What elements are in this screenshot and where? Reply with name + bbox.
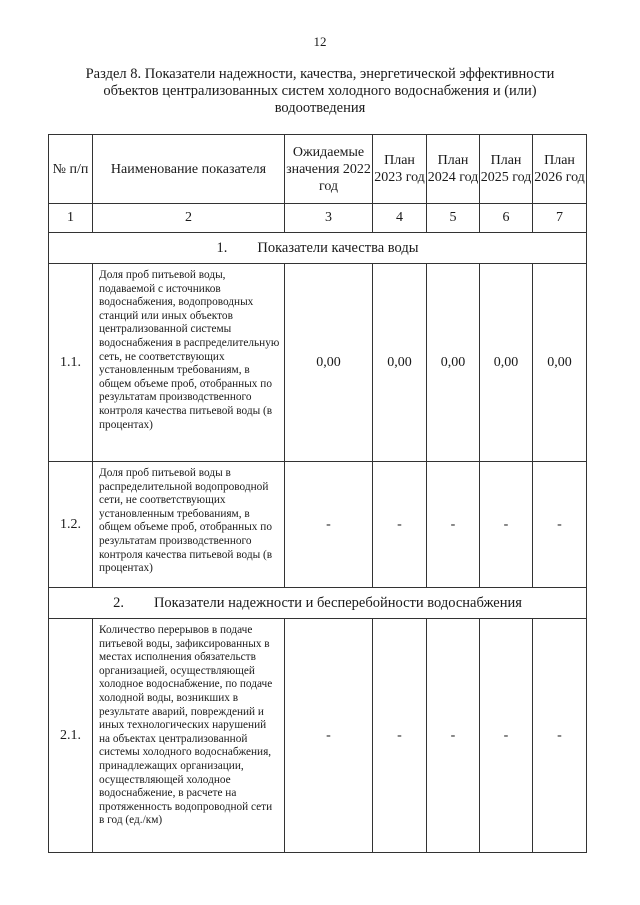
column-number: 4 [373, 204, 427, 233]
page-number: 12 [313, 34, 327, 49]
row-num: 1.1. [49, 264, 93, 462]
row-value-2022: - [285, 462, 373, 588]
row-num: 2.1. [49, 619, 93, 853]
header-num: № п/п [49, 135, 93, 204]
header-expected-2022: Ожидаемые значения 2022 год [285, 135, 373, 204]
group-row-reliability [49, 588, 587, 619]
row-description: Количество перерывов в подаче питьевой воды, зафиксированных в местах исполнения обязательств организацией, осуществляющей холодное водоснабжение, по подаче холодной воды, возникших в результате аварий, повреждений и иных технологических нарушений на объектах централизованной системы холодного водоснабжения, принадлежащих организации, осуществляющей холодное водоснабжение, в расчете на протяженность водопроводной сети в год (ед./км) [93, 619, 285, 853]
table-header-row [49, 135, 587, 204]
group-cell [49, 233, 587, 264]
group-number: 2. [113, 594, 124, 611]
table-row [49, 462, 587, 588]
indicators-table [48, 134, 587, 853]
row-num: 1.2. [49, 462, 93, 588]
row-value-2026: - [533, 462, 587, 588]
row-value-2022: - [285, 619, 373, 853]
row-description: Доля проб питьевой воды в распределительной водопроводной сети, не соответствующих установленным требованиям, в общем объеме проб, отобранных по результатам производственного контроля качества питьевой воды (в процентах) [93, 462, 285, 588]
column-number-row [49, 204, 587, 233]
column-number: 7 [533, 204, 587, 233]
row-value-2024: - [427, 619, 480, 853]
header-plan-2023: План 2023 год [373, 135, 427, 204]
header-name: Наименование показателя [93, 135, 285, 204]
column-number: 3 [285, 204, 373, 233]
group-title: Показатели надежности и бесперебойности водоснабжения [153, 594, 522, 611]
row-value-2024: 0,00 [427, 264, 480, 462]
group-title: Показатели качества воды [257, 239, 419, 256]
group-number: 1. [216, 239, 228, 256]
row-value-2022: 0,00 [285, 264, 373, 462]
row-value-2025: - [480, 619, 533, 853]
header-plan-2024: План 2024 год [427, 135, 480, 204]
table-row [49, 619, 587, 853]
row-value-2025: - [480, 462, 533, 588]
header-plan-2026: План 2026 год [533, 135, 587, 204]
group-cell [49, 588, 587, 619]
row-value-2026: 0,00 [533, 264, 587, 462]
section-title-line-3: водоотведения [274, 100, 366, 116]
row-value-2023: - [373, 462, 427, 588]
table-row [49, 264, 587, 462]
column-number: 2 [93, 204, 285, 233]
row-value-2024: - [427, 462, 480, 588]
row-value-2025: 0,00 [480, 264, 533, 462]
section-title [40, 66, 600, 117]
column-number: 5 [427, 204, 480, 233]
group-row-quality [49, 233, 587, 264]
section-title-line-1: Раздел 8. Показатели надежности, качества, энергетической эффективности [85, 66, 555, 82]
row-value-2023: - [373, 619, 427, 853]
row-value-2023: 0,00 [373, 264, 427, 462]
column-number: 1 [49, 204, 93, 233]
column-number: 6 [480, 204, 533, 233]
header-plan-2025: План 2025 год [480, 135, 533, 204]
row-description: Доля проб питьевой воды, подаваемой с источников водоснабжения, водопроводных станций или иных объектов централизованной системы водоснабжения в распределительную сеть, не соответствующих установленным требованиям, в общем объеме проб, отобранных по результатам производственного контроля качества питьевой воды (в процентах) [93, 264, 285, 462]
section-title-line-2: объектов централизованных систем холодного водоснабжения и (или) [103, 83, 537, 99]
row-value-2026: - [533, 619, 587, 853]
